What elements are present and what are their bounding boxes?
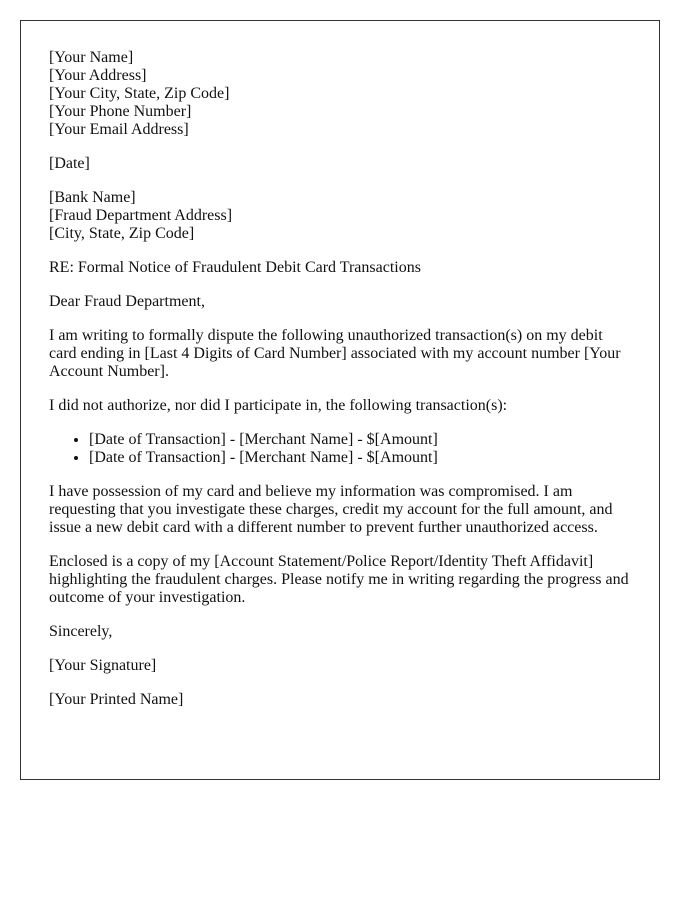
recipient-address-block [49, 189, 631, 243]
sender-name: [Your Name] [49, 49, 134, 66]
subject-line: RE: Formal Notice of Fraudulent Debit Card Transactions [49, 259, 421, 276]
transaction-item: • [Date of Transaction] - [Merchant Name] - $[Amount] [89, 449, 631, 467]
transaction-list [49, 431, 631, 467]
letter-date: [Date] [49, 155, 90, 172]
sender-city-state-zip: [Your City, State, Zip Code] [49, 85, 230, 102]
letter-page [20, 20, 660, 780]
not-authorized-paragraph: I did not authorize, nor did I participate in, the following transaction(s): [49, 397, 508, 414]
sender-address: [Your Address] [49, 67, 147, 84]
recipient-department-address: [Fraud Department Address] [49, 207, 233, 224]
sender-phone: [Your Phone Number] [49, 103, 192, 120]
recipient-bank-name: [Bank Name] [49, 189, 136, 206]
enclosure-paragraph: Enclosed is a copy of my [Account Statement/Police Report/Identity Theft Affidavit] highlighting the fraudulent charges. Please notify me in writing regarding the progress and outcome of your investigation. [49, 553, 629, 606]
intro-paragraph: I am writing to formally dispute the following unauthorized transaction(s) on my debit card ending in [Last 4 Digits of Card Number] associated with my account number [Your Account Number]. [49, 327, 621, 380]
closing: Sincerely, [49, 623, 113, 640]
sender-email: [Your Email Address] [49, 121, 189, 138]
salutation: Dear Fraud Department, [49, 293, 205, 310]
transaction-item: • [Date of Transaction] - [Merchant Name] - $[Amount] [89, 431, 631, 449]
printed-name: [Your Printed Name] [49, 691, 184, 708]
signature: [Your Signature] [49, 657, 157, 674]
recipient-city-state-zip: [City, State, Zip Code] [49, 225, 195, 242]
sender-address-block [49, 49, 631, 139]
request-paragraph: I have possession of my card and believe my information was compromised. I am requesting that you investigate these charges, credit my account for the full amount, and issue a new debit card with a different number to prevent further unauthorized access. [49, 483, 613, 536]
